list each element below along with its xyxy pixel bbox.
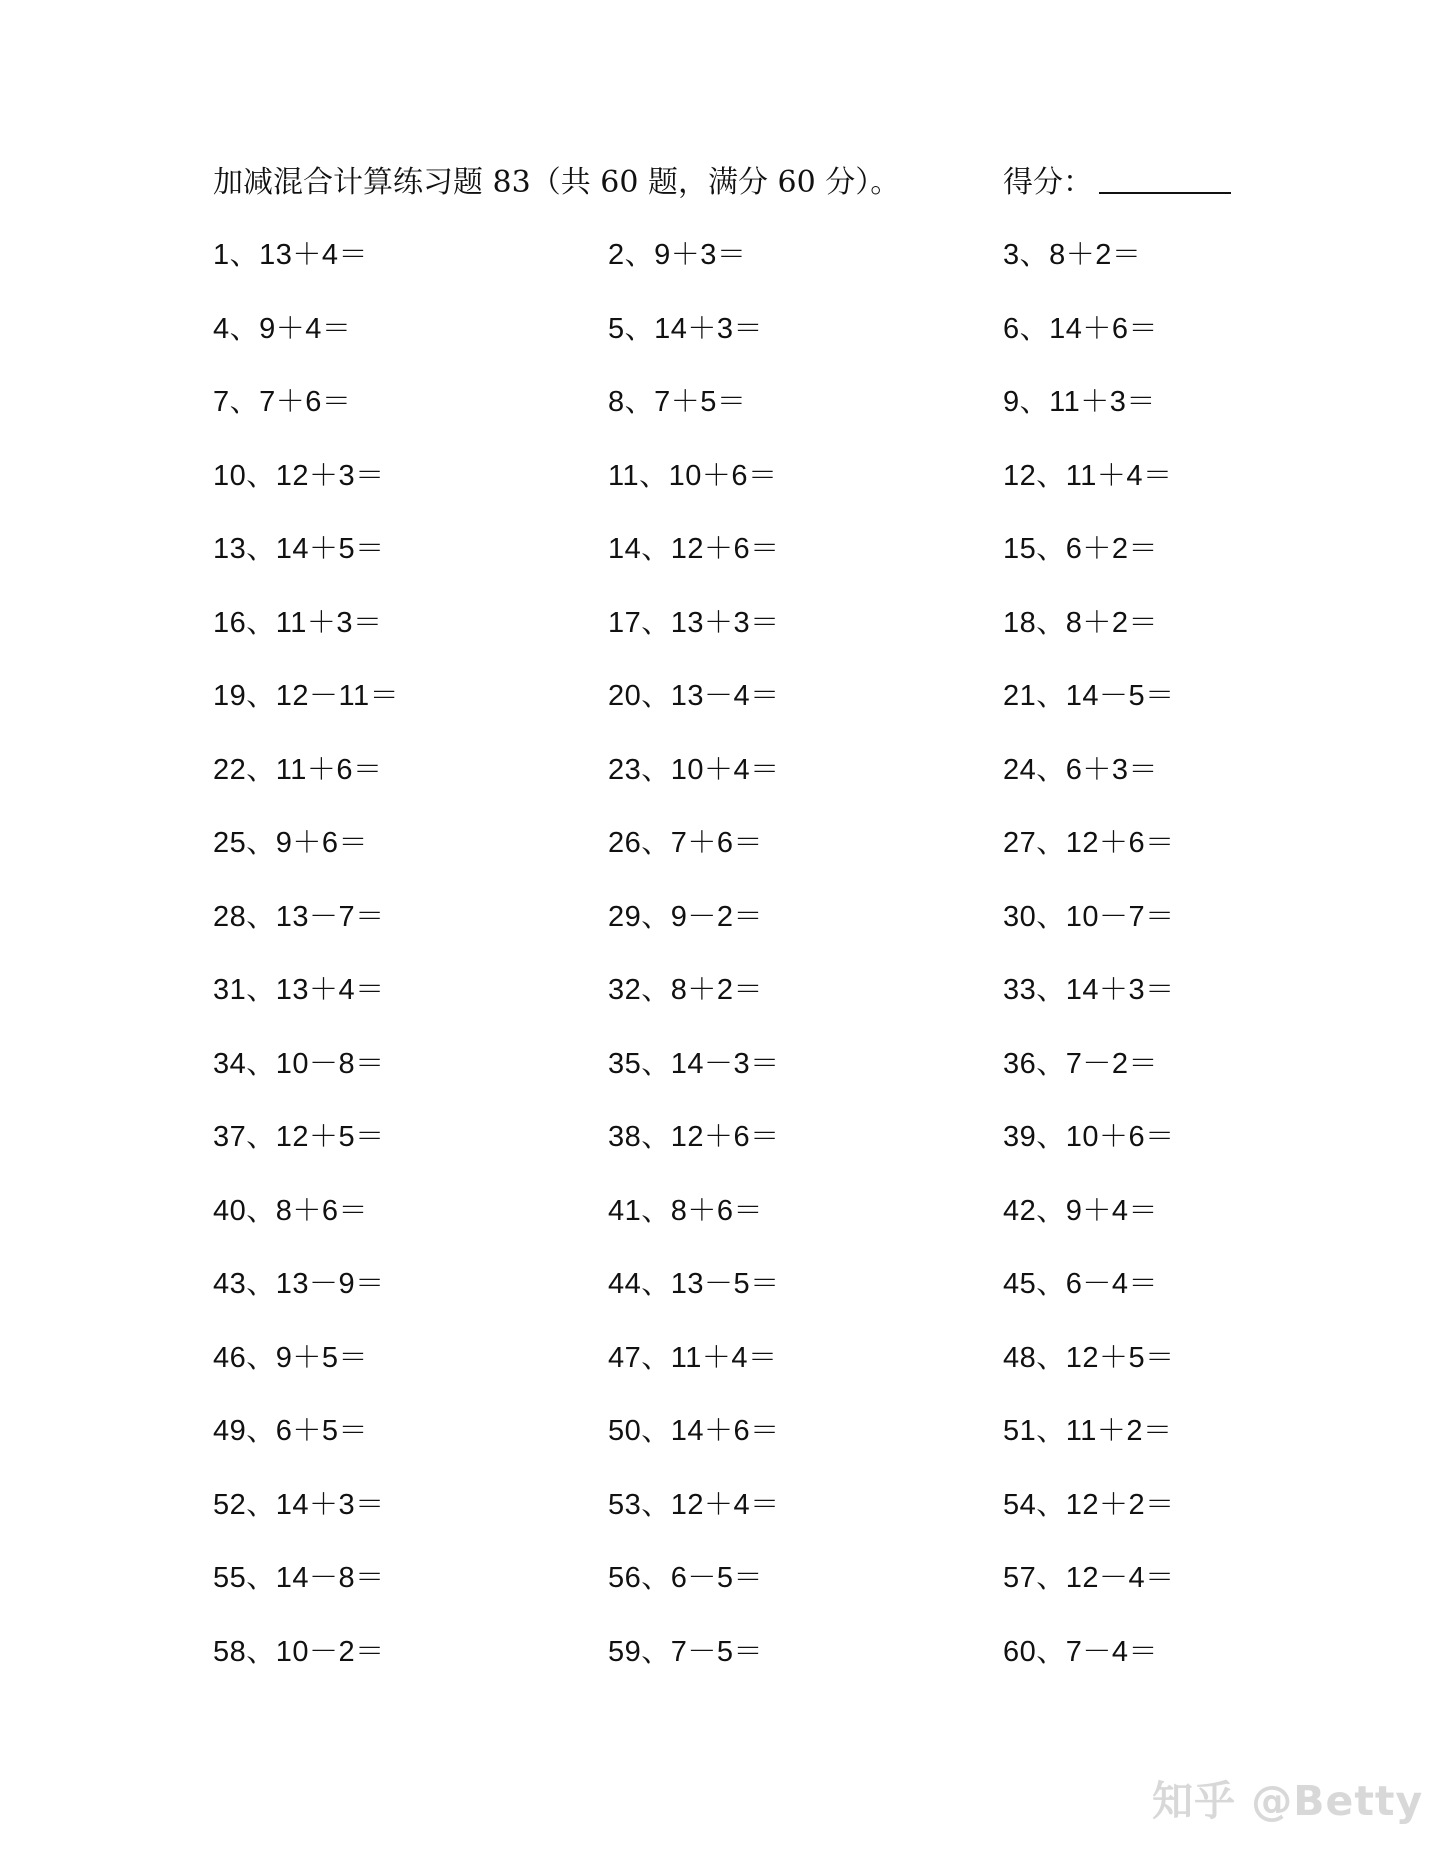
watermark: 知乎 @Betty <box>1152 1777 1424 1825</box>
problem-item: 24、6＋3＝ <box>1003 753 1159 786</box>
problem-item: 5、14＋3＝ <box>608 312 764 345</box>
problem-item: 7、7＋6＝ <box>213 386 352 418</box>
problem-item: 2、9＋3＝ <box>608 239 747 271</box>
problem-item: 37、12＋5＝ <box>213 1121 385 1153</box>
worksheet-header <box>213 160 1243 206</box>
problem-item: 38、12＋6＝ <box>608 1121 780 1153</box>
score-label: 得分： <box>1003 165 1093 200</box>
problem-item: 23、10＋4＝ <box>608 753 780 786</box>
problem-item: 25、9＋6＝ <box>213 827 369 859</box>
problem-item: 34、10－8＝ <box>213 1047 385 1080</box>
problem-item: 45、6－4＝ <box>1003 1268 1159 1300</box>
problem-item: 14、12＋6＝ <box>608 533 780 565</box>
score-field <box>1003 160 1231 206</box>
problem-item: 36、7－2＝ <box>1003 1047 1159 1080</box>
problem-item: 31、13＋4＝ <box>213 974 385 1006</box>
problem-item: 59、7－5＝ <box>608 1635 764 1668</box>
problem-item: 53、12＋4＝ <box>608 1488 780 1521</box>
problem-item: 21、14－5＝ <box>1003 680 1175 712</box>
problem-item: 50、14＋6＝ <box>608 1415 780 1447</box>
problem-item: 42、9＋4＝ <box>1003 1194 1159 1227</box>
problem-item: 8、7＋5＝ <box>608 386 747 418</box>
problem-item: 58、10－2＝ <box>213 1635 385 1668</box>
problem-item: 43、13－9＝ <box>213 1268 385 1300</box>
problem-item: 56、6－5＝ <box>608 1562 764 1594</box>
problem-grid <box>213 232 1243 1702</box>
problem-item: 28、13－7＝ <box>213 900 385 933</box>
problem-item: 51、11＋2＝ <box>1003 1415 1173 1447</box>
worksheet-title: 加减混合计算练习题 83（共 60 题，满分 60 分）。 <box>213 165 901 200</box>
problem-item: 48、12＋5＝ <box>1003 1341 1175 1374</box>
problem-item: 55、14－8＝ <box>213 1562 385 1594</box>
problem-item: 52、14＋3＝ <box>213 1488 385 1521</box>
problem-item: 20、13－4＝ <box>608 680 780 712</box>
problem-item: 41、8＋6＝ <box>608 1194 764 1227</box>
problem-item: 30、10－7＝ <box>1003 900 1175 933</box>
problem-item: 1、13＋4＝ <box>213 239 369 271</box>
problem-item: 11、10＋6＝ <box>608 459 778 492</box>
problem-item: 39、10＋6＝ <box>1003 1121 1175 1153</box>
problem-item: 46、9＋5＝ <box>213 1341 369 1374</box>
problem-item: 6、14＋6＝ <box>1003 312 1159 345</box>
problem-item: 19、12－11＝ <box>213 680 400 712</box>
problem-item: 57、12－4＝ <box>1003 1562 1175 1594</box>
problem-item: 32、8＋2＝ <box>608 974 764 1006</box>
problem-item: 44、13－5＝ <box>608 1268 780 1300</box>
problem-item: 26、7＋6＝ <box>608 827 764 859</box>
problem-item: 27、12＋6＝ <box>1003 827 1175 859</box>
problem-item: 22、11＋6＝ <box>213 753 383 786</box>
problem-item: 40、8＋6＝ <box>213 1194 369 1227</box>
problem-item: 18、8＋2＝ <box>1003 606 1159 639</box>
problem-item: 3、8＋2＝ <box>1003 239 1142 271</box>
problem-item: 15、6＋2＝ <box>1003 533 1159 565</box>
problem-item: 16、11＋3＝ <box>213 606 383 639</box>
problem-item: 29、9－2＝ <box>608 900 764 933</box>
problem-item: 12、11＋4＝ <box>1003 459 1173 492</box>
problem-item: 9、11＋3＝ <box>1003 386 1156 418</box>
problem-item: 13、14＋5＝ <box>213 533 385 565</box>
score-blank-line <box>1099 160 1231 194</box>
problem-item: 4、9＋4＝ <box>213 312 352 345</box>
problem-item: 10、12＋3＝ <box>213 459 385 492</box>
problem-item: 33、14＋3＝ <box>1003 974 1175 1006</box>
problem-item: 49、6＋5＝ <box>213 1415 369 1447</box>
problem-item: 60、7－4＝ <box>1003 1635 1159 1668</box>
problem-item: 35、14－3＝ <box>608 1047 780 1080</box>
problem-item: 54、12＋2＝ <box>1003 1488 1175 1521</box>
problem-item: 17、13＋3＝ <box>608 606 780 639</box>
problem-item: 47、11＋4＝ <box>608 1341 778 1374</box>
